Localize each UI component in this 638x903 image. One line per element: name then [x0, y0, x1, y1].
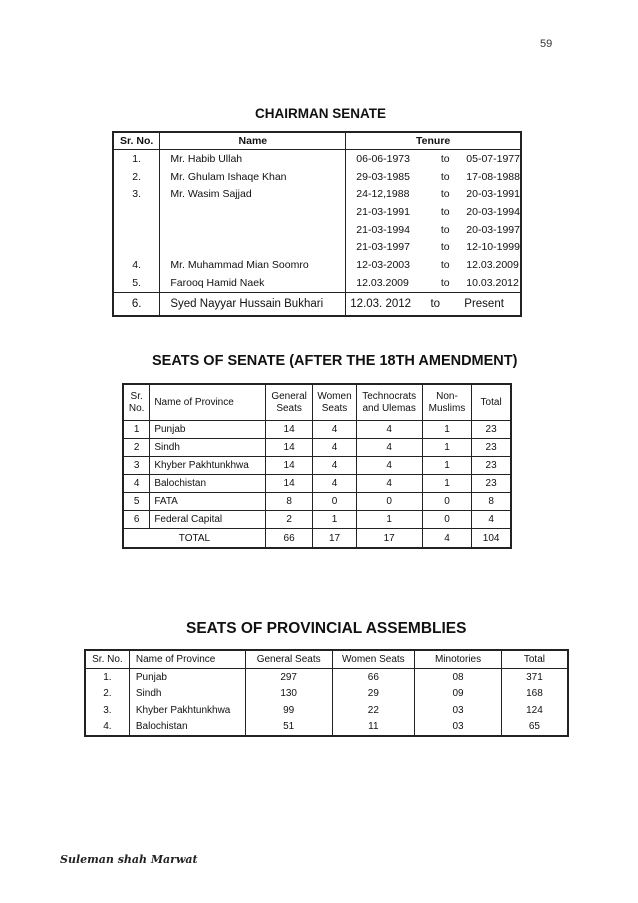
total-seats: 23 [472, 421, 511, 439]
province-name: Sindh [129, 686, 245, 703]
table-row [85, 669, 568, 686]
table-row [113, 256, 521, 274]
minority-seats: 03 [415, 719, 502, 737]
province-name: Balochistan [129, 719, 245, 737]
general-seats: 14 [265, 457, 312, 475]
tenure-to-word: to [440, 276, 450, 289]
tenure-from: 06-06-1973 [356, 152, 410, 165]
header-name-of-province: Name of Province [150, 384, 266, 421]
general-seats: 51 [245, 719, 332, 737]
sr-no: 6 [123, 511, 150, 529]
province-name: Balochistan [150, 475, 266, 493]
chairman-name: Farooq Hamid Naek [160, 274, 346, 292]
provincial-assemblies-title: SEATS OF PROVINCIAL ASSEMBLIES [186, 620, 467, 637]
tenure [346, 292, 521, 316]
minority-seats: 03 [415, 702, 502, 719]
tenure-from: 21-03-1997 [356, 241, 410, 254]
chairman-name: Mr. Ghulam Ishaqe Khan [160, 168, 346, 186]
tenure [346, 203, 521, 221]
table-row [123, 511, 511, 529]
sr-no: 2 [123, 439, 150, 457]
women-seats: 4 [313, 475, 356, 493]
tenure [346, 168, 521, 186]
header-technocrats: Technocrats and Ulemas [356, 384, 422, 421]
tenure-until: 12.03.2009 [466, 258, 519, 271]
women-seats: 29 [332, 686, 415, 703]
table-row [113, 292, 521, 316]
women-seats: 4 [313, 421, 356, 439]
header-non-muslims: Non- Muslims [422, 384, 472, 421]
sr-no: 4. [113, 256, 160, 274]
tenure-from: 21-03-1991 [356, 205, 410, 218]
technocrats-seats: 0 [356, 493, 422, 511]
tenure [346, 238, 521, 256]
table-row [113, 274, 521, 292]
tenure-until: 20-03-1994 [466, 205, 520, 218]
table-row [113, 221, 521, 239]
tenure-until: 12-10-1999 [466, 241, 520, 254]
tenure [346, 256, 521, 274]
technocrats-seats: 4 [356, 439, 422, 457]
total-seats: 371 [501, 669, 568, 686]
general-seats: 8 [265, 493, 312, 511]
tenure-to-word: to [440, 170, 450, 183]
non-muslim-seats: 1 [422, 475, 472, 493]
sr-no: 1 [123, 421, 150, 439]
sr-no: 3. [113, 185, 160, 203]
sr-no [113, 203, 160, 221]
chairman-name: Mr. Muhammad Mian Soomro [160, 256, 346, 274]
general-seats: 14 [265, 439, 312, 457]
tenure-until: Present [464, 297, 504, 310]
women-seats: 4 [313, 439, 356, 457]
header-general-seats: General Seats [265, 384, 312, 421]
sr-no: 2. [103, 688, 112, 700]
header-total: Total [472, 384, 511, 421]
header-name: Name [160, 132, 346, 150]
tenure-to-word: to [440, 223, 450, 236]
header-tenure: Tenure [346, 132, 521, 150]
province-name: Punjab [129, 669, 245, 686]
header-women-seats: Women Seats [313, 384, 356, 421]
tenure [346, 185, 521, 203]
sr-no: 3. [103, 704, 112, 716]
technocrats-seats: 1 [356, 511, 422, 529]
chairman-name: Mr. Habib Ullah [160, 150, 346, 168]
header-name-of-province: Name of Province [129, 650, 245, 669]
chairman-name: Syed Nayyar Hussain Bukhari [160, 292, 346, 316]
sr-no [113, 238, 160, 256]
header-sr-no: Sr. No. [85, 650, 129, 669]
table-header-row [113, 132, 521, 150]
table-row [85, 702, 568, 719]
non-muslim-seats-total: 4 [422, 529, 472, 549]
minority-seats: 09 [415, 686, 502, 703]
total-label: TOTAL [123, 529, 265, 549]
tenure-until: 10.03.2012 [466, 276, 519, 289]
table-row [123, 457, 511, 475]
province-name: Punjab [150, 421, 266, 439]
table-row [113, 238, 521, 256]
sr-no: 1. [103, 671, 112, 683]
women-seats: 22 [332, 702, 415, 719]
total-seats: 65 [501, 719, 568, 737]
sr-no: 5 [123, 493, 150, 511]
total-seats: 4 [472, 511, 511, 529]
tenure-from: 12.03.2009 [356, 276, 409, 289]
tenure-to-word: to [440, 188, 450, 201]
chairman-name: Mr. Wasim Sajjad [160, 185, 346, 203]
table-total-row [123, 529, 511, 549]
tenure [346, 221, 521, 239]
non-muslim-seats: 1 [422, 421, 472, 439]
women-seats: 11 [332, 719, 415, 737]
header-general-seats: General Seats [245, 650, 332, 669]
header-minorities: Minotories [415, 650, 502, 669]
sr-no: 6. [113, 292, 160, 316]
senate-seats-table [122, 383, 512, 549]
technocrats-seats: 4 [356, 421, 422, 439]
tenure-from: 24-12,1988 [356, 188, 410, 201]
table-row [113, 168, 521, 186]
technocrats-seats-total: 17 [356, 529, 422, 549]
tenure-until: 05-07-1977 [466, 152, 520, 165]
header-women-seats: Women Seats [332, 650, 415, 669]
general-seats: 130 [245, 686, 332, 703]
women-seats-total: 17 [313, 529, 356, 549]
tenure-to-word: to [440, 152, 450, 165]
total-seats: 8 [472, 493, 511, 511]
technocrats-seats: 4 [356, 475, 422, 493]
tenure-from: 12.03. 2012 [350, 297, 412, 310]
provincial-assemblies-table [84, 649, 569, 737]
table-row [113, 203, 521, 221]
table-header-row [123, 384, 511, 421]
province-name: FATA [150, 493, 266, 511]
total-seats: 124 [501, 702, 568, 719]
author-signature: Suleman shah Marwat [60, 853, 198, 866]
table-row [113, 150, 521, 168]
sr-no: 5. [113, 274, 160, 292]
women-seats: 1 [313, 511, 356, 529]
women-seats: 66 [332, 669, 415, 686]
general-seats: 14 [265, 421, 312, 439]
tenure-to-word: to [440, 258, 450, 271]
tenure-until: 20-03-1991 [466, 188, 520, 201]
general-seats: 99 [245, 702, 332, 719]
table-row [85, 719, 568, 737]
table-row [85, 686, 568, 703]
total-seats: 168 [501, 686, 568, 703]
non-muslim-seats: 1 [422, 457, 472, 475]
women-seats: 4 [313, 457, 356, 475]
header-total: Total [501, 650, 568, 669]
grand-total: 104 [472, 529, 511, 549]
chairman-name [160, 221, 346, 239]
province-name: Khyber Pakhtunkhwa [129, 702, 245, 719]
chairman-name [160, 238, 346, 256]
tenure-until: 20-03-1997 [466, 223, 520, 236]
senate-seats-title: SEATS OF SENATE (AFTER THE 18TH AMENDMENT) [152, 353, 518, 369]
tenure-to-word: to [430, 297, 441, 310]
province-name: Federal Capital [150, 511, 266, 529]
chairman-name [160, 203, 346, 221]
total-seats: 23 [472, 475, 511, 493]
table-row [123, 493, 511, 511]
non-muslim-seats: 0 [422, 493, 472, 511]
tenure-from: 12-03-2003 [356, 258, 410, 271]
sr-no: 3 [123, 457, 150, 475]
table-row [123, 421, 511, 439]
chairman-senate-table [112, 131, 522, 317]
page-number: 59 [540, 38, 553, 50]
tenure-from: 21-03-1994 [356, 223, 410, 236]
province-name: Sindh [150, 439, 266, 457]
sr-no: 4 [123, 475, 150, 493]
minority-seats: 08 [415, 669, 502, 686]
province-name: Khyber Pakhtunkhwa [150, 457, 266, 475]
tenure-from: 29-03-1985 [356, 170, 410, 183]
header-sr-no: Sr. No. [113, 132, 160, 150]
table-row [113, 185, 521, 203]
tenure-to-word: to [440, 241, 450, 254]
general-seats: 14 [265, 475, 312, 493]
table-row [123, 475, 511, 493]
tenure [346, 274, 521, 292]
total-seats: 23 [472, 439, 511, 457]
general-seats: 297 [245, 669, 332, 686]
women-seats: 0 [313, 493, 356, 511]
chairman-senate-title: CHAIRMAN SENATE [255, 106, 386, 121]
tenure-to-word: to [440, 205, 450, 218]
tenure [346, 150, 521, 168]
tenure-until: 17-08-1988 [466, 170, 520, 183]
general-seats: 2 [265, 511, 312, 529]
technocrats-seats: 4 [356, 457, 422, 475]
header-sr-no: Sr. No. [123, 384, 150, 421]
non-muslim-seats: 0 [422, 511, 472, 529]
general-seats-total: 66 [265, 529, 312, 549]
sr-no: 1. [113, 150, 160, 168]
table-row [123, 439, 511, 457]
sr-no [113, 221, 160, 239]
table-header-row [85, 650, 568, 669]
non-muslim-seats: 1 [422, 439, 472, 457]
total-seats: 23 [472, 457, 511, 475]
sr-no: 2. [113, 168, 160, 186]
sr-no: 4. [103, 721, 112, 733]
